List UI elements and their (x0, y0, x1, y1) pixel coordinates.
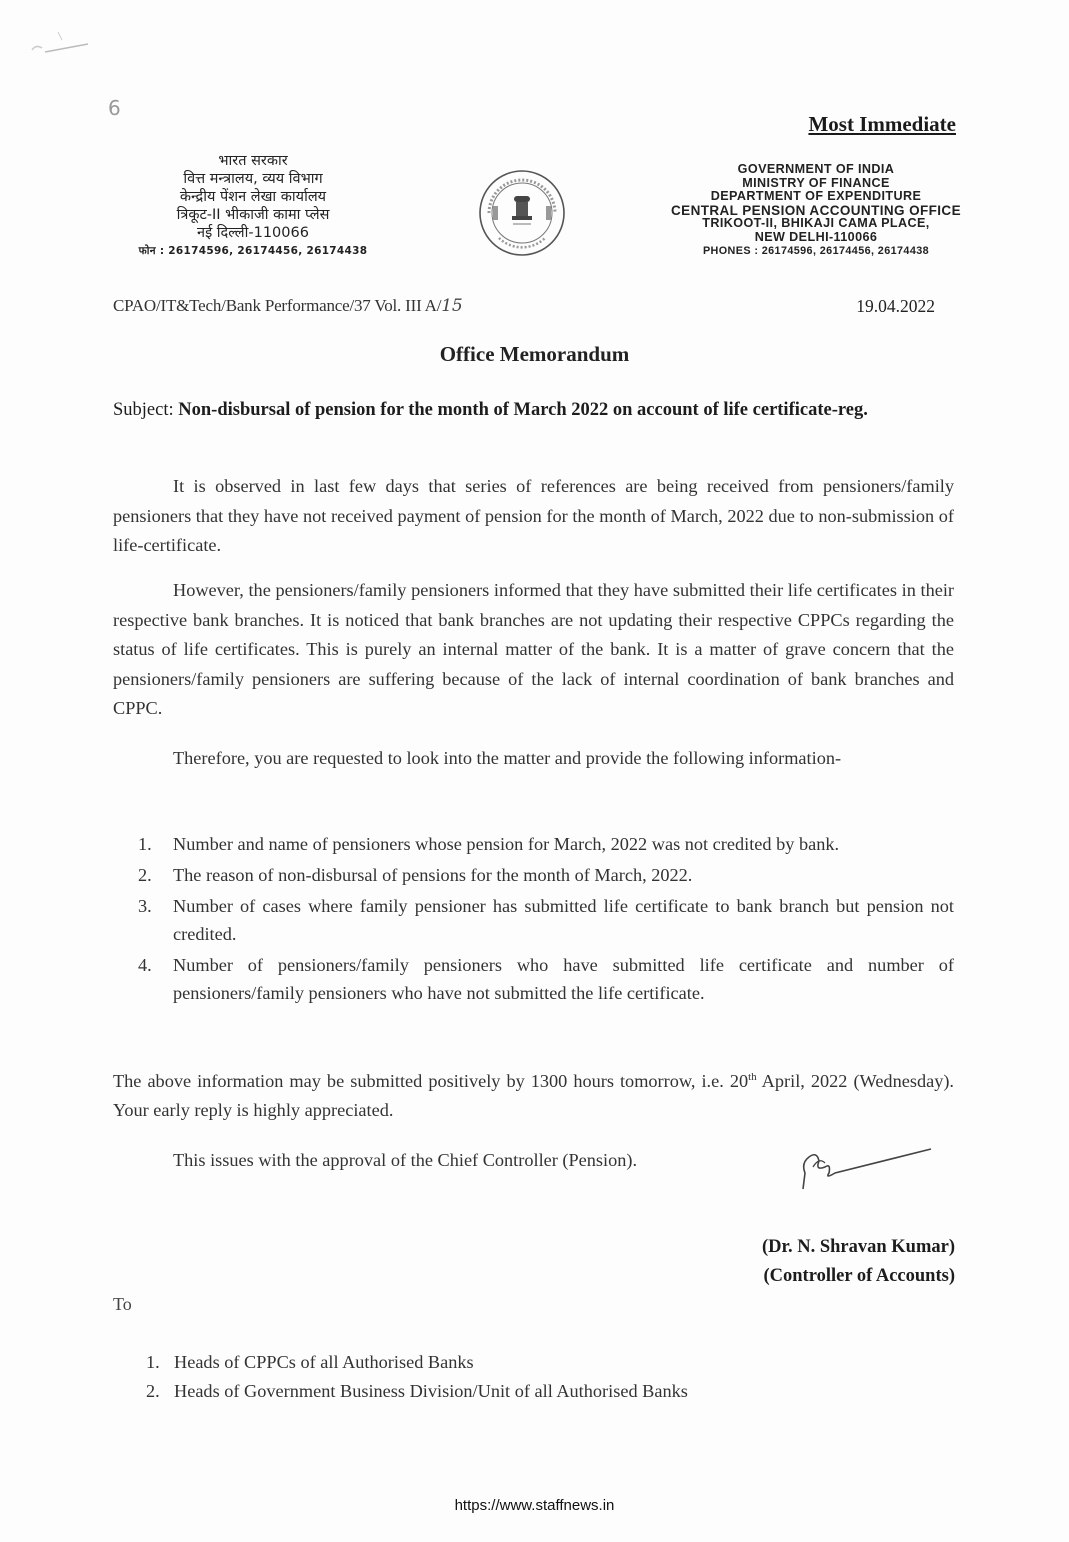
list-item (138, 861, 954, 889)
signatory-designation: (Controller of Accounts) (763, 1266, 955, 1286)
signatory-name: (Dr. N. Shravan Kumar) (761, 1237, 955, 1257)
scan-artifact-mark (30, 30, 90, 60)
list-item-number: 2. (138, 865, 152, 885)
body-paragraph: It is observed in last few days that series of references are being received from pensioners/family pensioners that they have not received payment of pension for the month of March, 2022 due to non-submission of life-certificate. (113, 476, 954, 555)
english-letterhead-phone: PHONES : 26174596, 26174456, 26174438 (702, 244, 930, 257)
list-item-text: Number of pensioners/family pensioners who have submitted life certificate and number of pensioners/family pensioners who have not submitted the life certificate. (173, 955, 954, 1003)
hindi-letterhead-line: वित्त मन्त्रालय, व्यय विभाग (183, 171, 323, 187)
english-letterhead-line: CENTRAL PENSION ACCOUNTING OFFICE (671, 202, 961, 218)
list-item-number: 3. (138, 896, 152, 916)
list-item (138, 830, 954, 858)
information-requested-list (138, 830, 954, 1010)
list-item-number: 2. (146, 1381, 160, 1401)
list-item-text: Heads of CPPCs of all Authorised Banks (174, 1352, 474, 1372)
list-item (138, 951, 954, 1007)
deadline-paragraph (113, 1063, 954, 1125)
list-item-text: The reason of non-disbursal of pensions for the month of March, 2022. (173, 865, 693, 885)
english-letterhead-line: TRIKOOT-II, BHIKAJI CAMA PLACE, (702, 216, 930, 231)
memo-date: 19.04.2022 (856, 296, 935, 316)
hindi-letterhead-line: केन्द्रीय पेंशन लेखा कार्यालय (179, 189, 327, 205)
list-item-number: 1. (146, 1352, 160, 1372)
english-letterhead-line: GOVERNMENT OF INDIA (737, 162, 895, 176)
deadline-ordinal: th (748, 1071, 757, 1083)
hindi-letterhead-line: नई दिल्ली-110066 (197, 225, 309, 241)
body-paragraph: Therefore, you are requested to look into the matter and provide the following information- (173, 748, 842, 768)
list-item-text: Number and name of pensioners whose pension for March, 2022 was not credited by bank. (173, 834, 840, 854)
handwritten-reference-suffix: 15 (441, 296, 463, 316)
recipients-list (146, 1348, 688, 1406)
reference-number (113, 296, 462, 316)
hindi-letterhead-phone: फोन : 26174596, 26174456, 26174438 (138, 245, 368, 257)
english-letterhead (628, 163, 1004, 258)
footer-url: https://www.staffnews.in (454, 1497, 615, 1514)
subject-label: Subject: (113, 400, 174, 420)
subject-line (113, 397, 953, 423)
list-item-text: Number of cases where family pensioner has submitted life certificate to bank branch but pension not credited. (173, 896, 954, 944)
english-letterhead-line: NEW DELHI-110066 (754, 229, 878, 244)
signature-icon (795, 1143, 935, 1193)
english-letterhead-line: MINISTRY OF FINANCE (742, 175, 890, 190)
office-seal-emblem-icon (477, 168, 567, 258)
deadline-text-cont: April, 2022 (Wednesday). Your early reply is highly appreciated. (113, 1071, 954, 1121)
hindi-letterhead-line: भारत सरकार (218, 153, 288, 169)
reference-number-text: CPAO/IT&Tech/Bank Performance/37 Vol. III A/ (113, 296, 442, 315)
approval-statement: This issues with the approval of the Chief Controller (Pension). (173, 1150, 638, 1170)
hindi-letterhead-line: त्रिकूट-II भीकाजी कामा प्लेस (176, 207, 330, 223)
list-item-number: 1. (138, 834, 152, 854)
list-item (146, 1348, 688, 1377)
subject-text: Non-disbursal of pension for the month of March 2022 on account of life certificate-reg. (178, 400, 868, 420)
english-letterhead-line: DEPARTMENT OF EXPENDITURE (710, 189, 922, 204)
list-item (146, 1377, 688, 1406)
priority-label: Most Immediate (808, 112, 956, 136)
signatory-block (762, 1233, 955, 1291)
list-item-text: Heads of Government Business Division/Unit of all Authorised Banks (174, 1381, 688, 1401)
hindi-letterhead (108, 152, 398, 260)
deadline-text: The above information may be submitted positively by 1300 hours tomorrow, i.e. 20 (113, 1071, 749, 1092)
body-paragraph: However, the pensioners/family pensioners informed that they have submitted their life certificates in their respective bank branches. It is noticed that bank branches are not updating their respective CPPCs regarding the status of life certificates. This is purely an internal matter of the bank. It is a matter of grave concern that the pensioners/family pensioners are suffering because of the lack of internal coordination of bank branches and CPPC. (113, 580, 954, 718)
page-number-mark: 6 (108, 96, 121, 120)
list-item (138, 892, 954, 948)
list-item-number: 4. (138, 955, 152, 975)
document-title: Office Memorandum (439, 342, 630, 366)
recipients-label: To (113, 1294, 132, 1314)
